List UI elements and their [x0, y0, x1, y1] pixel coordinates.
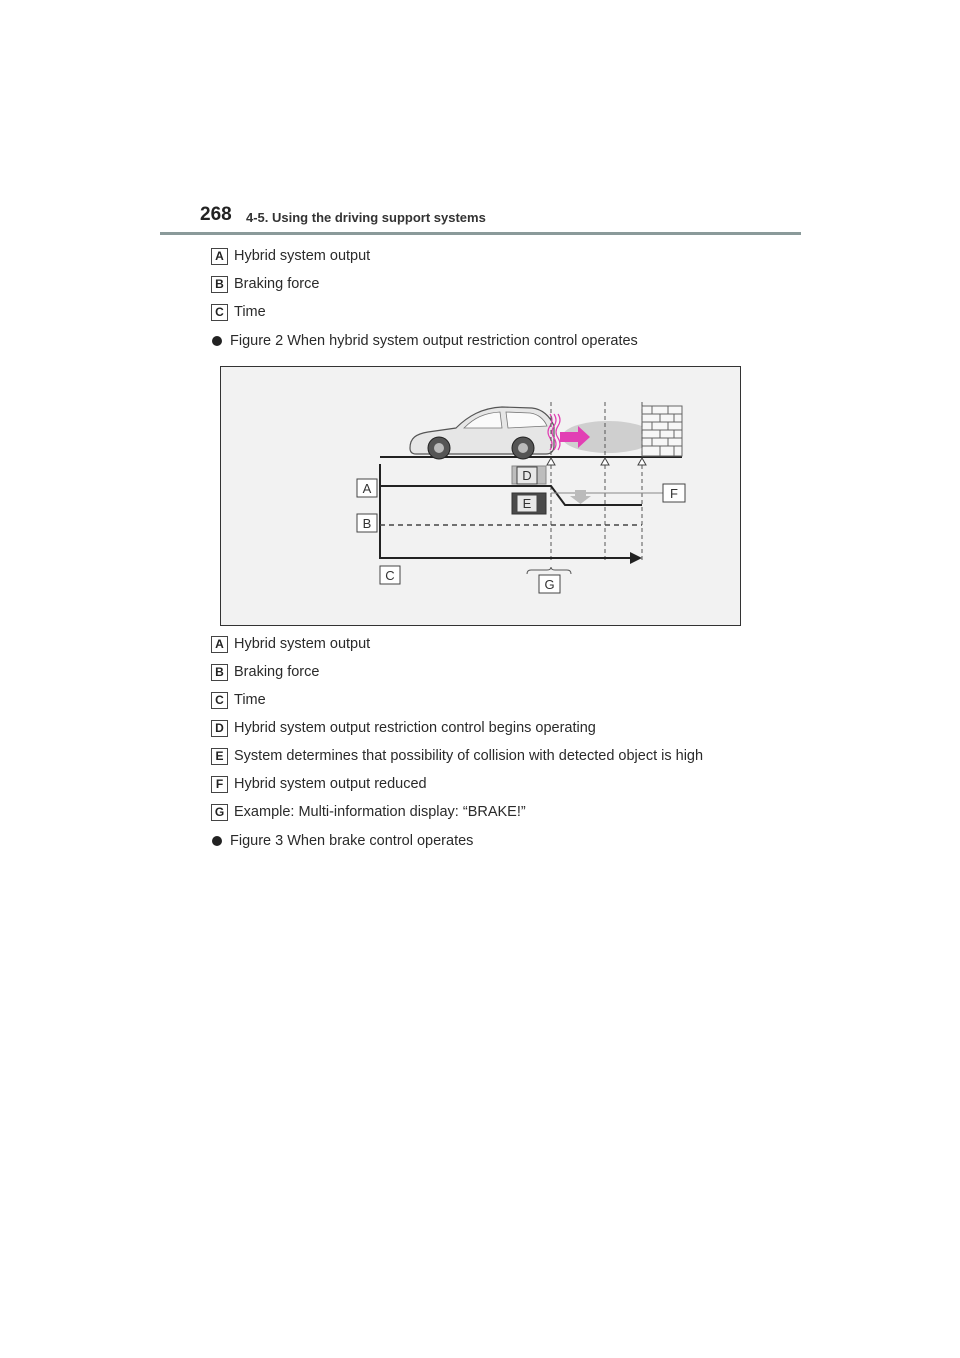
- badge-d: D: [211, 720, 228, 737]
- badge-a: A: [211, 636, 228, 653]
- badge-b: B: [211, 276, 228, 293]
- diagram-svg: [220, 366, 741, 626]
- brick-wall: [642, 406, 682, 456]
- legend-text: Hybrid system output restriction control begins operating: [234, 720, 596, 736]
- bullet-dot-icon: [212, 336, 222, 346]
- legend-text: Time: [234, 692, 266, 708]
- label-box-c: [380, 566, 400, 584]
- legend-text: Hybrid system output reduced: [234, 776, 427, 792]
- legend-text: Time: [234, 304, 266, 320]
- legend-item-e: [211, 746, 703, 766]
- label-f: F: [670, 486, 678, 501]
- badge-a: A: [211, 248, 228, 265]
- badge-c: C: [211, 692, 228, 709]
- legend-item-d: [211, 718, 596, 738]
- legend-text: Braking force: [234, 276, 320, 292]
- label-box-b: [357, 514, 377, 532]
- bullet-figure-2: [211, 331, 638, 351]
- badge-e: E: [211, 748, 228, 765]
- figure-2-diagram: [220, 366, 741, 626]
- page-number: 268: [200, 204, 232, 225]
- legend-item-f: [211, 774, 427, 794]
- badge-f: F: [211, 776, 228, 793]
- legend-item-c: [211, 302, 266, 322]
- label-a: A: [362, 481, 372, 496]
- page-header: [200, 204, 800, 232]
- label-box-a: [357, 479, 377, 497]
- label-b: B: [362, 516, 372, 531]
- label-box-g: [539, 575, 560, 593]
- bullet-figure-3: [211, 831, 473, 851]
- legend-item-b: [211, 274, 319, 294]
- legend-item-a: [211, 246, 370, 266]
- badge-b: B: [211, 664, 228, 681]
- label-g: G: [544, 577, 555, 592]
- bullet-text: Figure 2 When hybrid system output restriction control operates: [230, 333, 638, 349]
- label-box-f: [663, 484, 685, 502]
- section-title: 4-5. Using the driving support systems: [246, 210, 486, 225]
- label-c: C: [385, 568, 395, 583]
- bullet-dot-icon: [212, 836, 222, 846]
- badge-g: G: [211, 804, 228, 821]
- legend-text: Hybrid system output: [234, 636, 371, 652]
- header-divider: [160, 232, 801, 235]
- legend-text: Hybrid system output: [234, 248, 371, 264]
- label-d: D: [522, 468, 532, 483]
- legend-item-c: [211, 690, 266, 710]
- label-e: E: [522, 496, 532, 511]
- legend-text: Braking force: [234, 664, 320, 680]
- label-box-e: [517, 495, 537, 512]
- bullet-text: Figure 3 When brake control operates: [230, 833, 474, 849]
- legend-text: System determines that possibility of collision with detected object is high: [234, 748, 704, 764]
- legend-item-b: [211, 662, 319, 682]
- legend-item-g: [211, 802, 526, 822]
- legend-item-a: [211, 634, 370, 654]
- badge-c: C: [211, 304, 228, 321]
- legend-text: Example: Multi-information display: “BRAKE!”: [234, 804, 526, 820]
- label-box-d: [517, 467, 537, 484]
